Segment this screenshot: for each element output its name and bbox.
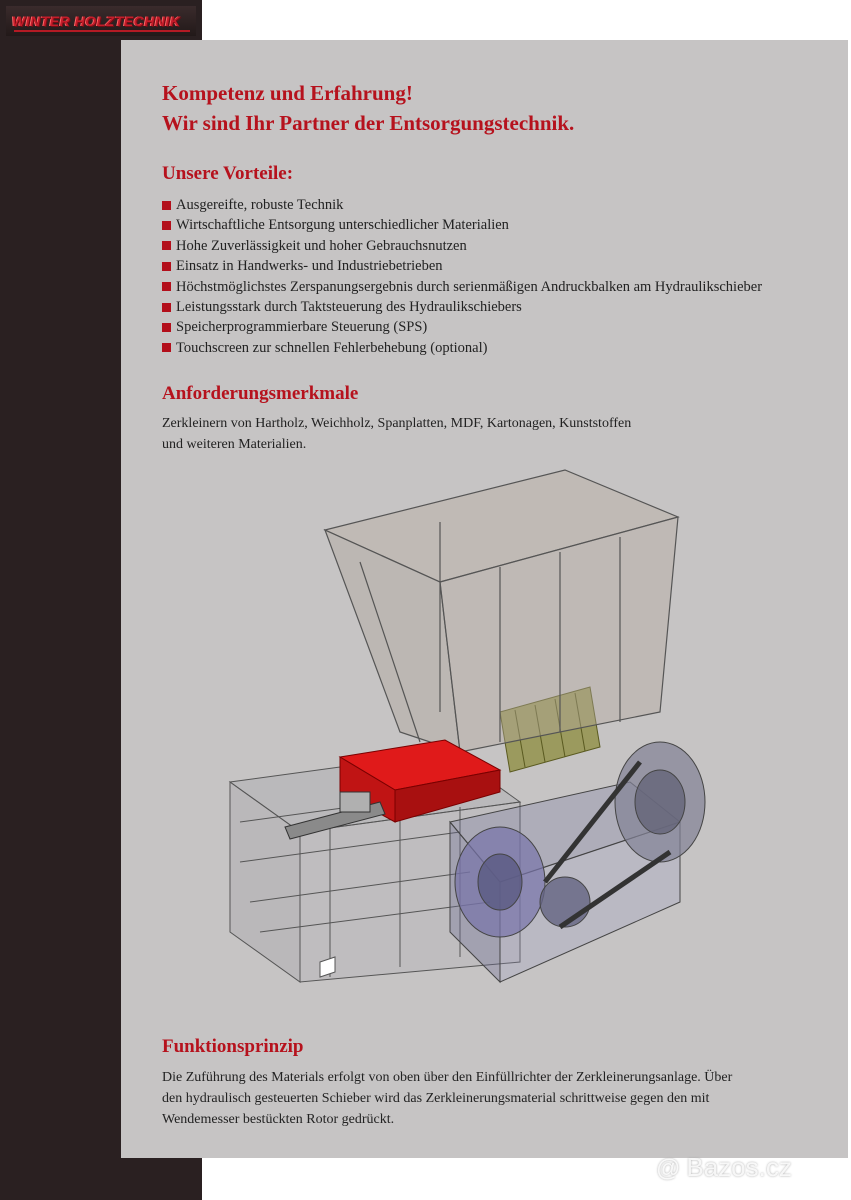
hopper [325,470,678,752]
at-icon: @ [656,1155,681,1182]
function-text: Die Zuführung des Materials erfolgt von oben über den Einfüllrichter der Zerkleinerungsanlage. Über den hydraulisch gesteuerten Schieber wird das Zerkleinerungsmaterial schrittweise gegen den mit Wendemesser bestückten Rotor gedrückt. [162,1070,733,1127]
logo-underline [14,30,190,32]
headline-line-2: Wir sind Ihr Partner der Entsorgungstechnik. [162,111,575,135]
bullet-icon [162,262,171,271]
list-item: Ausgereifte, robuste Technik [162,195,762,215]
brand-logo [6,6,196,36]
requirements-text: Zerkleinern von Hartholz, Weichholz, Spanplatten, MDF, Kartonagen, Kunststoffen und weiteren Materialien. [162,416,632,452]
bullet-icon [162,241,171,250]
list-item: Höchstmöglichstes Zerspanungsergebnis durch serienmäßigen Andruckbalken am Hydraulikschieber [162,277,762,297]
list-item: Hohe Zuverlässigkeit und hoher Gebrauchsnutzen [162,236,762,256]
headline-line-1: Kompetenz und Erfahrung! [162,81,413,105]
advantages-heading: Unsere Vorteile: [162,163,294,184]
requirements-heading: Anforderungsmerkmale [162,383,359,404]
watermark-text: Bazos.cz [686,1152,792,1182]
advantages-list [162,195,762,358]
bullet-icon [162,303,171,312]
headline [162,78,574,138]
list-item: Wirtschaftliche Entsorgung unterschiedlicher Materialien [162,215,762,235]
list-item: Touchscreen zur schnellen Fehlerbehebung (optional) [162,338,762,358]
bullet-icon [162,221,171,230]
watermark [656,1152,792,1183]
brand-logo-text: WINTER HOLZTECHNIK [12,13,181,29]
bullet-icon [162,201,171,210]
shredder-illustration [200,462,720,1002]
function-heading: Funktionsprinzip [162,1036,304,1057]
list-item: Speicherprogrammierbare Steuerung (SPS) [162,317,762,337]
bullet-icon [162,323,171,332]
bullet-icon [162,343,171,352]
bullet-icon [162,282,171,291]
list-item: Leistungsstark durch Taktsteuerung des Hydraulikschiebers [162,297,762,317]
list-item: Einsatz in Handwerks- und Industriebetrieben [162,256,762,276]
